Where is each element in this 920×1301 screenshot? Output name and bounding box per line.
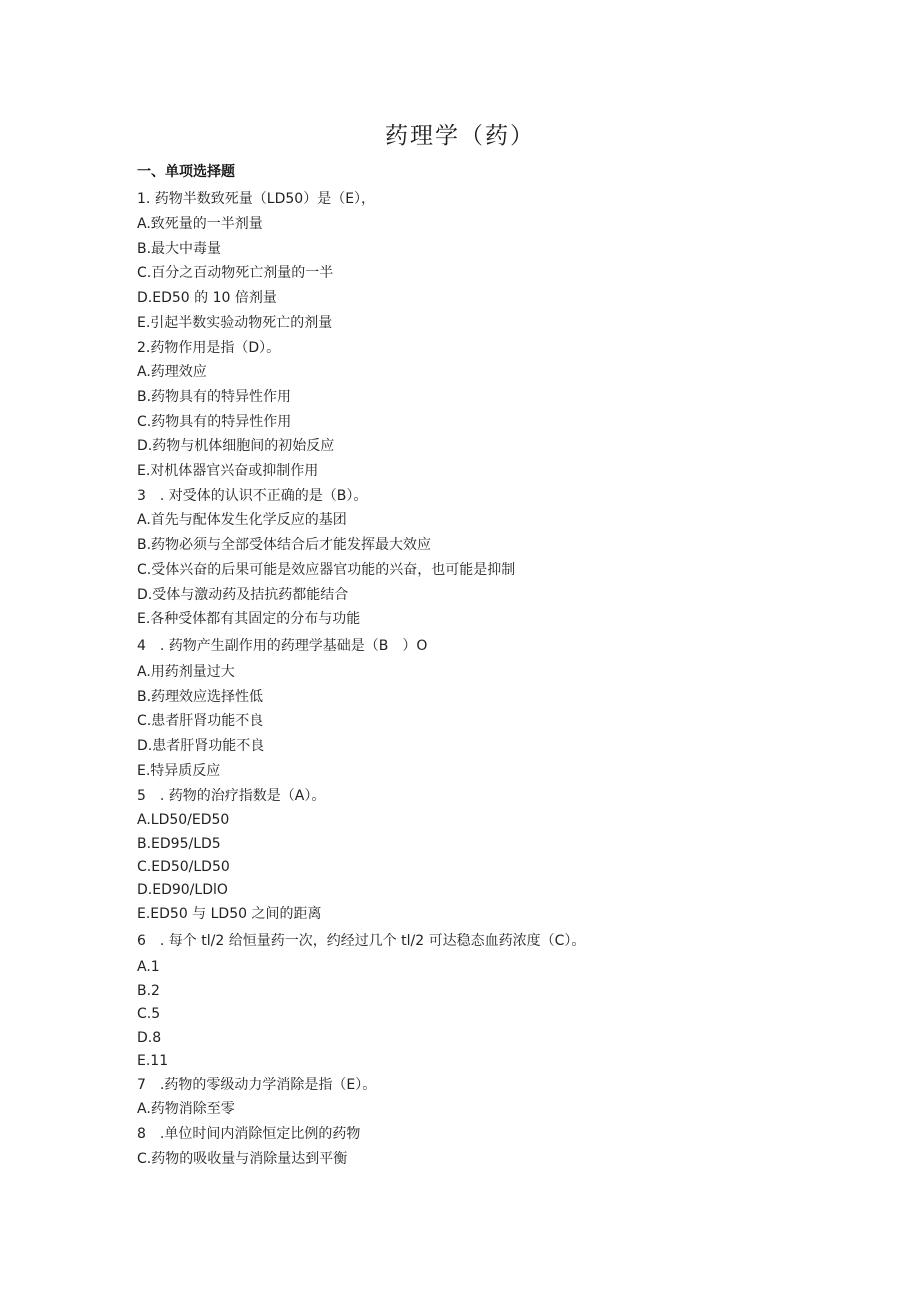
option-line: B.ED95/LD5 [137,836,221,852]
option-line: B.最大中毒量 [137,241,222,257]
option-line: E.11 [137,1053,169,1069]
option-line: A.药物消除至零 [137,1101,235,1117]
option-line: E.对机体器官兴奋或抑制作用 [137,463,319,479]
option-line: A.药理效应 [137,364,207,380]
question-6: 6 . 每个 tl/2 给恒量药一次，约经过几个 tl/2 可达稳态血药浓度（C）。 [137,933,586,949]
option-line: D.8 [137,1030,162,1046]
question-1: 1. 药物半数致死量（LD50）是（E）， [137,191,376,207]
option-line: D.ED50 的 10 倍剂量 [137,290,277,306]
option-line: C.百分之百动物死亡剂量的一半 [137,265,334,281]
option-line: B.药物具有的特异性作用 [137,389,292,405]
option-line: B.2 [137,983,160,999]
option-line: C.患者肝肾功能不良 [137,713,264,729]
question-3: 3 . 对受体的认识不正确的是（B）。 [137,488,368,504]
option-line: D.ED90/LDlO [137,882,228,898]
option-line: A.首先与配体发生化学反应的基团 [137,512,347,528]
option-line: A.致死量的一半剂量 [137,216,263,232]
option-line: E.各种受体都有其固定的分布与功能 [137,611,361,627]
option-line: C.5 [137,1006,161,1022]
option-line: C.受体兴奋的后果可能是效应器官功能的兴奋，也可能是抑制 [137,562,516,578]
option-line: E.ED50 与 LD50 之间的距离 [137,906,322,922]
document-title: 药理学（药） [385,123,535,149]
option-line: E.引起半数实验动物死亡的剂量 [137,315,333,331]
option-line: D.患者肝肾功能不良 [137,738,265,754]
option-line: B.药物必须与全部受体结合后才能发挥最大效应 [137,537,432,553]
option-line: A.LD50/ED50 [137,812,230,828]
question-4: 4 . 药物产生副作用的药理学基础是（B ）O [137,638,428,654]
option-line: A.用药剂量过大 [137,664,235,680]
option-line: C.ED50/LD50 [137,859,230,875]
option-line: D.药物与机体细胞间的初始反应 [137,438,335,454]
question-2: 2.药物作用是指（D）。 [137,340,281,356]
option-line: C.药物具有的特异性作用 [137,414,292,430]
option-line: E.特异质反应 [137,763,221,779]
option-line: B.药理效应选择性低 [137,689,264,705]
question-8: 8 .单位时间内消除恒定比例的药物 [137,1126,361,1142]
option-line: A.1 [137,959,160,975]
option-line: C.药物的吸收量与消除量达到平衡 [137,1151,348,1167]
section-heading: 一、单项选择题 [137,164,235,180]
option-line: D.受体与激动药及拮抗药都能结合 [137,587,349,603]
question-7: 7 .药物的零级动力学消除是指（E）。 [137,1077,377,1093]
question-5: 5 . 药物的治疗指数是（A）。 [137,788,326,804]
